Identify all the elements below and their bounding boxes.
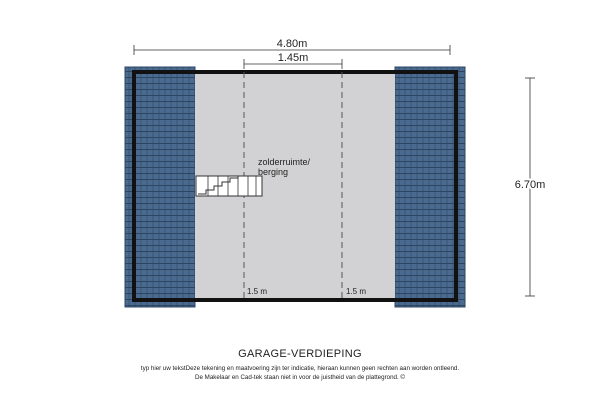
dimension-height-label: 6.70m [514,179,546,191]
dimension-inner-width-label: 1.45m [277,52,309,64]
floor-title: GARAGE-VERDIEPING [238,348,362,360]
dimension-width-label: 4.80m [276,38,308,50]
disclaimer-line2: De Makelaar en Cad-tek staan niet in voor de juistheid van de plattegrond. © [195,374,405,381]
headroom-label-right: 1.5 m [345,287,367,296]
headroom-label-left: 1.5 m [246,287,268,296]
disclaimer-line1: typ hier uw tekstDeze tekening en maatvoering zijn ter indicatie, hieraan kunnen geen rechten aan worden ontleend. [140,365,460,372]
room-name-line2: berging [257,167,289,177]
stairs-icon [196,176,262,196]
room-name-line1: zolderruimte/ [257,157,311,167]
